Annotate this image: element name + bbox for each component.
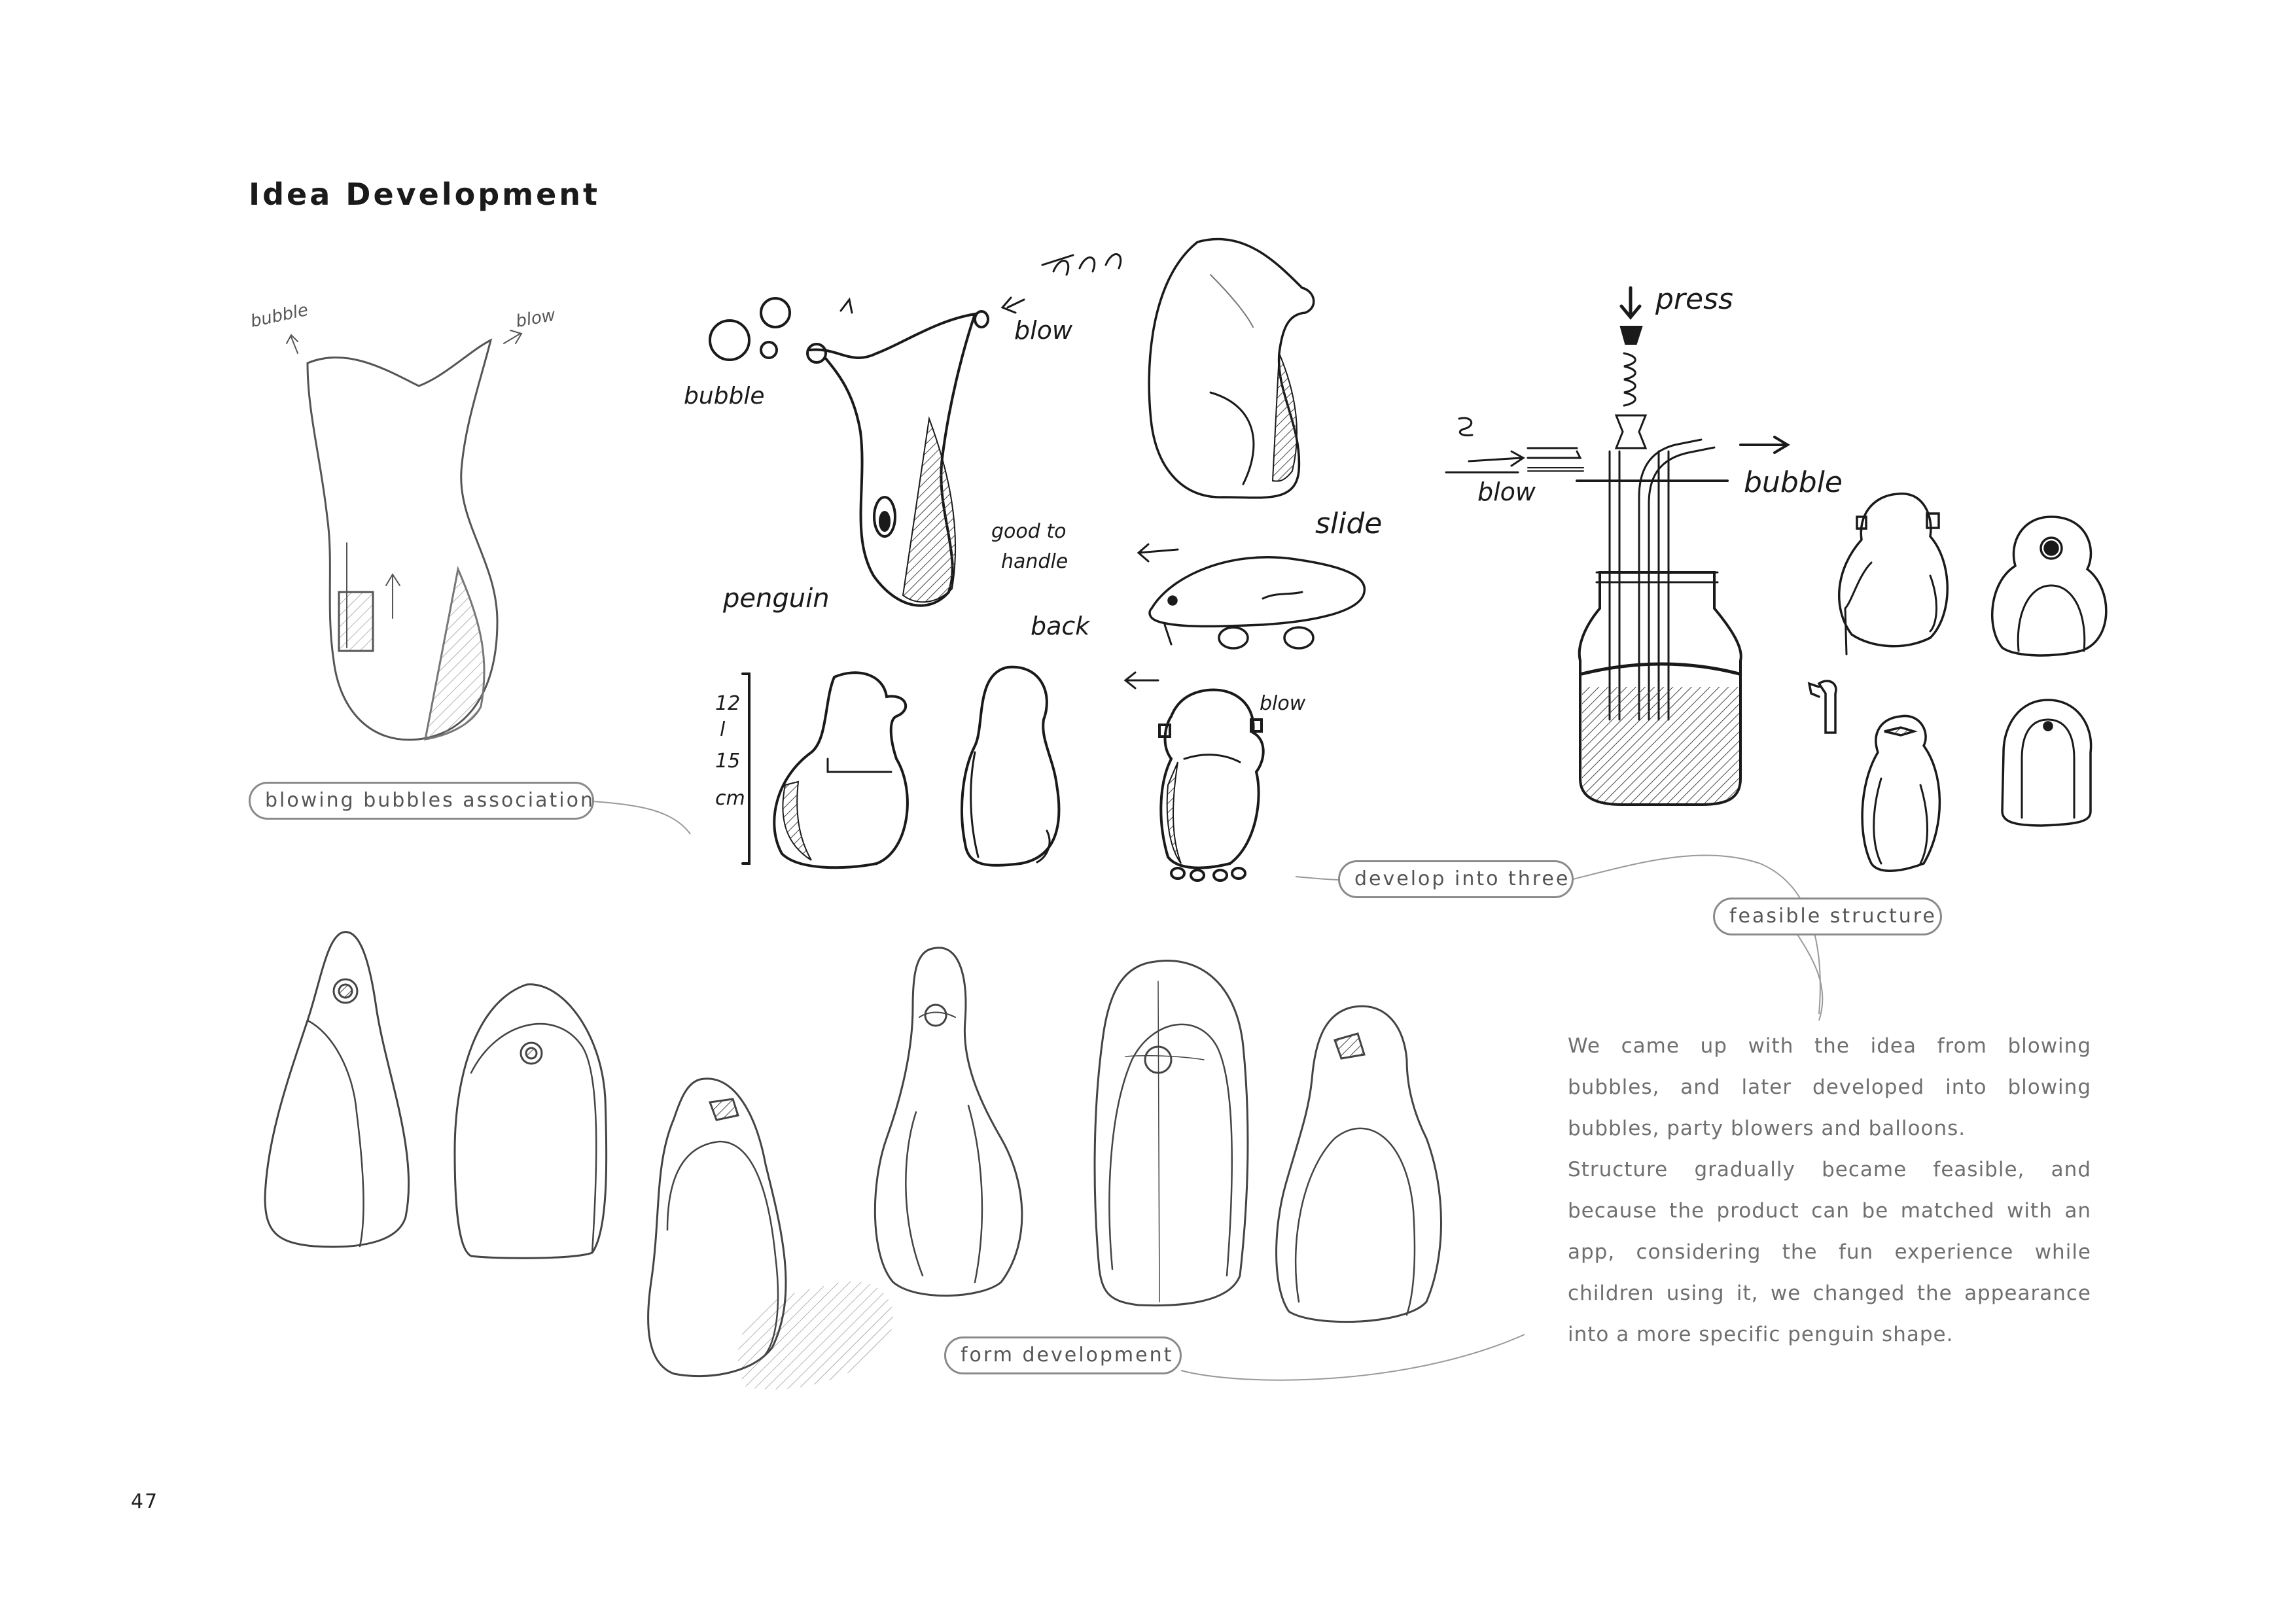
bottle-structure-sketch (1446, 288, 1788, 805)
label-blowing-bubbles-association: blowing bubbles association (249, 782, 594, 820)
note-bubble-structure: bubble (1744, 466, 1843, 499)
description-text (1568, 1026, 2091, 1355)
note-blow-structure: blow (1477, 478, 1536, 506)
note-blow-penguin: blow (1260, 692, 1306, 715)
note-bubble: bubble (684, 383, 765, 410)
connector-line-4 (1790, 922, 1822, 1021)
description-paragraph-1: We came up with the idea from blowing bubbles, and later developed into blowing bubbles, party blowers and balloons. (1568, 1034, 2091, 1140)
size-value-15: 15 (715, 750, 741, 773)
penguin-body-sketch (1149, 239, 1314, 497)
note-handle: handle (1001, 550, 1069, 573)
size-separator: l (720, 718, 726, 741)
note-bubble-small: bubble (249, 300, 310, 332)
form-development-sketch (265, 932, 1441, 1390)
note-good-to: good to (991, 520, 1067, 543)
slide-car-sketch (1125, 544, 1364, 688)
size-value-12: 12 (715, 692, 741, 715)
penguin-forms-row (774, 667, 1263, 881)
label-feasible-structure: feasible structure (1713, 898, 1942, 935)
bubble-vase-sketch (287, 330, 521, 740)
size-scale (743, 674, 749, 864)
note-back: back (1031, 612, 1090, 640)
connector-line-2 (1296, 877, 1341, 880)
label-develop-into-three: develop into three (1338, 860, 1574, 898)
note-press: press (1655, 283, 1733, 316)
small-penguins-sketch (1809, 494, 2106, 871)
page-number: 47 (131, 1490, 159, 1513)
note-blow: blow (1014, 316, 1073, 345)
note-penguin: penguin (723, 584, 830, 614)
label-form-development: form development (944, 1336, 1182, 1374)
note-slide: slide (1315, 507, 1383, 540)
connector-line-1 (592, 801, 690, 834)
note-blow-small: blow (514, 305, 557, 332)
size-unit-cm: cm (715, 787, 745, 810)
page-title: Idea Development (249, 177, 601, 212)
description-paragraph-2: Structure gradually became feasible, and because the product can be matched with an app, considering the fun experience while children using it, we changed the appearance into a more specific penguin shape. (1568, 1158, 2091, 1346)
connector-line-5 (1181, 1335, 1525, 1380)
